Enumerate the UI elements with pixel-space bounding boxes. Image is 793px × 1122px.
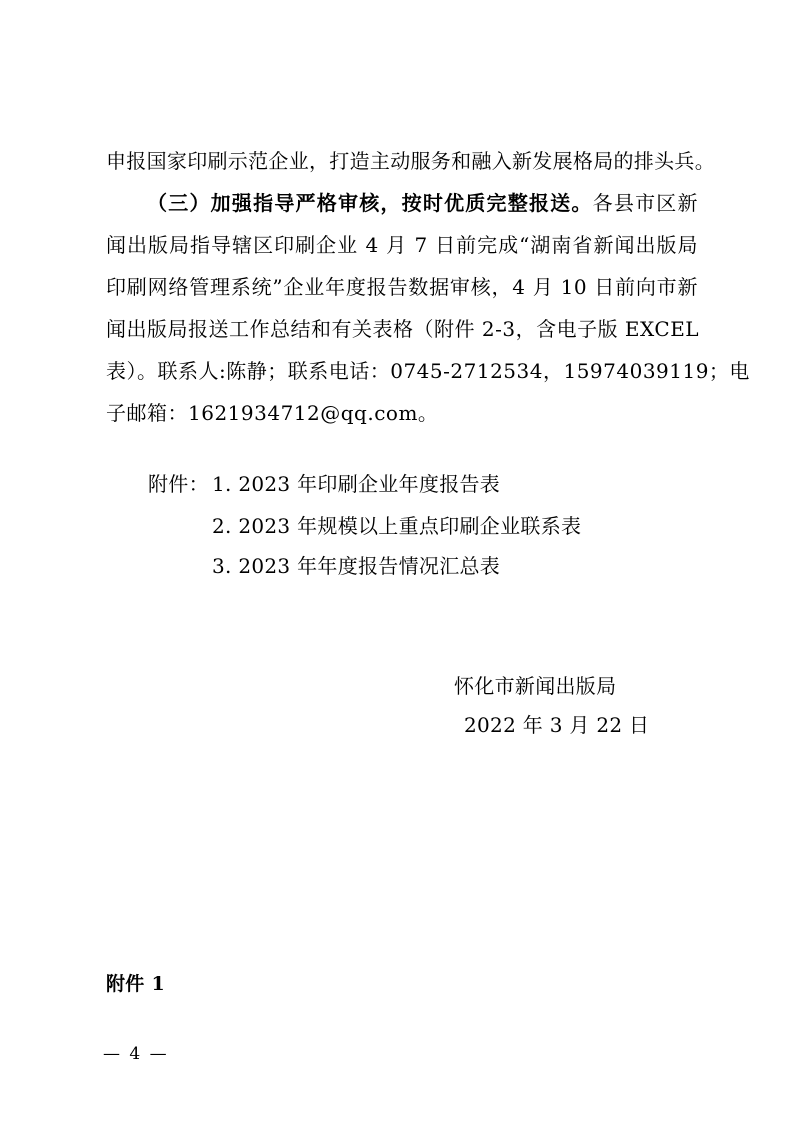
section-3-text: 各县市区新	[592, 191, 699, 215]
section-3-line: 子邮箱：1621934712@qq.com。	[106, 401, 439, 425]
issue-date: 2022 年 3 月 22 日	[464, 713, 650, 737]
annex-heading: 附件 1	[106, 973, 166, 995]
section-3-line: 闻出版局指导辖区印刷企业 4 月 7 日前完成“湖南省新闻出版局	[106, 233, 698, 257]
section-3-line: 表）。联系人:陈静；联系电话：0745-2712534，15974039119；电	[106, 359, 750, 383]
section-3-first-line	[106, 187, 698, 229]
attachment-item: 1. 2023 年印刷企业年度报告表	[212, 472, 501, 496]
section-3-line: 印刷网络管理系统”企业年度报告数据审核，4 月 10 日前向市新	[106, 275, 698, 299]
section-3-line: 闻出版局报送工作总结和有关表格（附件 2-3，含电子版 EXCEL	[106, 317, 700, 341]
attachment-item: 2. 2023 年规模以上重点印刷企业联系表	[212, 514, 582, 538]
body-line-1: 申报国家印刷示范企业，打造主动服务和融入新发展格局的排头兵。	[106, 149, 715, 173]
attachment-item: 3. 2023 年年度报告情况汇总表	[212, 554, 501, 578]
issuer-name: 怀化市新闻出版局	[454, 674, 617, 698]
attachments-label: 附件：	[148, 472, 209, 496]
page-number: — 4 —	[103, 1044, 169, 1064]
section-3-paragraph	[106, 187, 750, 439]
section-3-heading: （三）加强指导严格审核，按时优质完整报送。	[147, 191, 593, 215]
